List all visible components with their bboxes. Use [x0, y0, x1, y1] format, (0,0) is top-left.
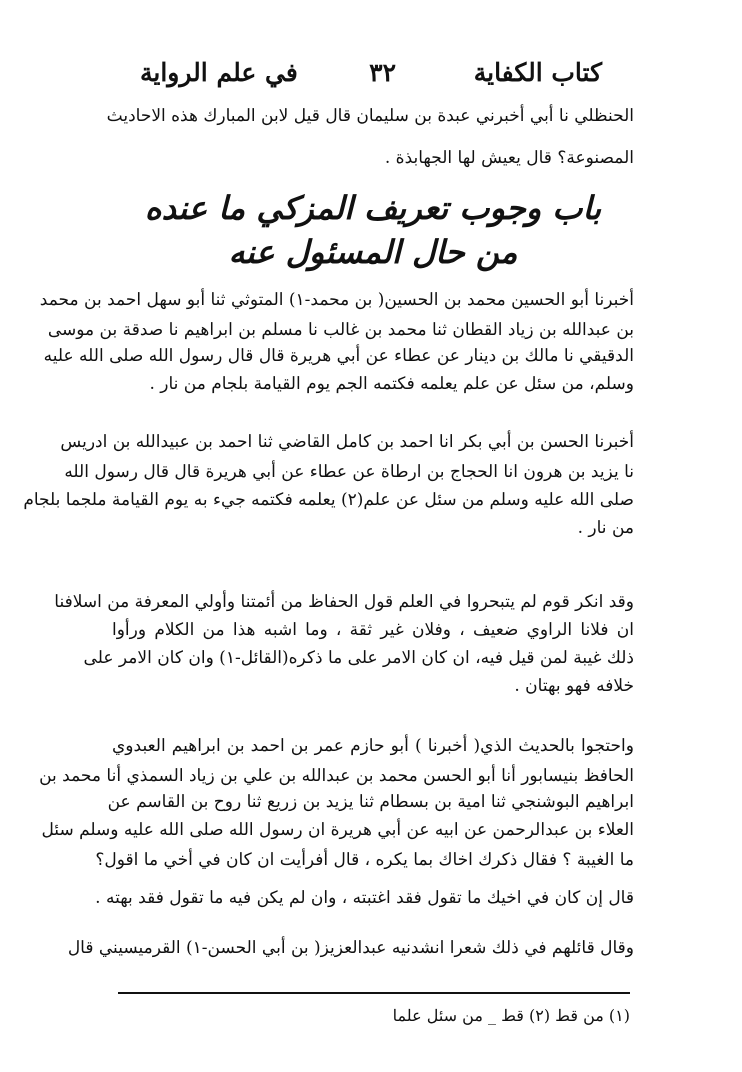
text-line: الحنظلي نا أبي أخبرني عبدة بن سليمان قال قيل لابن المبارك هذه الاحاديث [106, 106, 634, 126]
page-header [140, 58, 602, 94]
text-line: ابراهيم البوشنجي ثنا امية بن بسطام ثنا يزيد بن زريع ثنا روح بن القاسم عن [107, 792, 634, 812]
text-line: أخبرنا الحسن بن أبي بكر انا احمد بن كامل القاضي ثنا احمد بن عبيدالله بن ادريس [60, 432, 634, 452]
text-line: الدقيقي نا مالك بن دينار عن عطاء عن أبي هريرة قال قال رسول الله صلى الله عليه [43, 346, 634, 366]
text-line: العلاء بن عبدالرحمن عن ابيه عن أبي هريرة ان رسول الله صلى الله عليه وسلم سئل [41, 820, 634, 840]
page-number: ٣٢ [369, 58, 396, 87]
text-line: ما الغيبة ؟ فقال ذكرك اخاك بما يكره ، قال أفرأيت ان كان في أخي ما اقول؟ [95, 850, 634, 870]
book-subtitle: في علم الرواية [140, 58, 298, 87]
text-line: قال إن كان في اخيك ما تقول فقد اغتبته ، وان لم يكن فيه ما تقول فقد بهته . [95, 888, 634, 908]
text-line: صلى الله عليه وسلم من سئل عن علم(٢) يعلمه فكتمه جيء به يوم القيامة ملجما بلجام [23, 490, 634, 510]
footnote-divider [118, 992, 630, 994]
text-line: خلافه فهو بهتان . [514, 676, 634, 696]
footnote: (١) من قط (٢) قط _ من سئل علما [392, 1006, 630, 1025]
text-line: واحتجوا بالحديث الذي( أخبرنا ) أبو حازم عمر بن احمد بن ابراهيم العبدوي [112, 736, 634, 756]
text-line: وقال قائلهم في ذلك شعرا انشدنيه عبدالعزيز( بن أبي الحسن-١) القرميسيني قال [67, 938, 634, 958]
text-line: ان فلانا الراوي ضعيف ، وفلان غير ثقة ، وما اشبه هذا من الكلام ورأوا [112, 620, 634, 640]
text-line: من نار . [577, 518, 634, 538]
text-line: وقد انكر قوم لم يتبحروا في العلم قول الحفاظ من أئمتنا وأولي المعرفة من اسلافنا [54, 592, 634, 612]
chapter-title-line: من حال المسئول عنه [228, 233, 518, 271]
chapter-title-line: باب وجوب تعريف المزكي ما عنده [144, 189, 602, 227]
text-line: بن عبدالله بن زياد القطان ثنا محمد بن غالب نا مسلم بن ابراهيم نا صدقة بن موسى [47, 320, 634, 340]
text-line: أخبرنا أبو الحسين محمد بن الحسين( بن محمد-١) المتوثي ثنا أبو سهل احمد بن محمد [39, 290, 634, 310]
book-title: كتاب الكفاية [473, 58, 602, 87]
text-line: وسلم، من سئل عن علم يعلمه فكتمه الجم يوم القيامة بلجام من نار . [149, 374, 634, 394]
text-line: ذلك غيبة لمن قيل فيه، ان كان الامر على ما ذكره(القائل-١) وان كان الامر على [83, 648, 634, 668]
text-line: الحافظ بنيسابور أنا أبو الحسن محمد بن عبدالله بن علي بن زياد السمذي أنا محمد بن [39, 766, 634, 786]
text-line: المصنوعة؟ قال يعيش لها الجهابذة . [384, 148, 634, 168]
text-line: نا يزيد بن هرون انا الحجاج بن ارطاة عن عطاء عن أبي هريرة قال قال رسول الله [64, 462, 634, 482]
